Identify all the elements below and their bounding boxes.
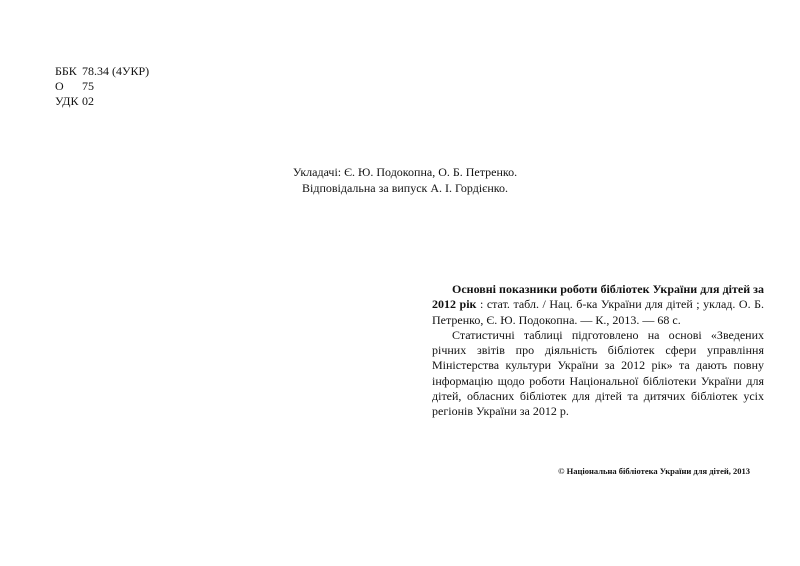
compilers-block	[240, 164, 570, 196]
copyright-notice: © Національна бібліотека України для дітей, 2013	[558, 466, 750, 476]
udk-value: 02	[82, 94, 94, 108]
bibliographic-annotation	[432, 282, 764, 420]
author-mark-value: 75	[82, 79, 94, 93]
author-mark-row	[55, 79, 149, 94]
udk-row	[55, 94, 149, 109]
author-mark-label: О	[55, 79, 64, 93]
annotation-description: Статистичні таблиці підготовлено на основі «Зведених річних звітів про діяльність бібліотек сфери управління Міністерства культури України за 2012 рік» та дають повну інформацію щодо роботи Національної бібліотеки України для дітей, обласних бібліотек для дітей та дитячих бібліотек усіх регіонів України за 2012 р.	[432, 327, 764, 419]
bbk-value: 78.34 (4УКР)	[82, 64, 150, 78]
bibliographic-record	[432, 282, 764, 328]
udk-label: УДК	[55, 94, 79, 108]
compilers-line: Укладачі: Є. Ю. Подокопна, О. Б. Петренко.	[292, 165, 518, 179]
bbk-label: ББК	[55, 64, 77, 78]
bbk-row	[55, 64, 149, 79]
publication-title: Основні показники роботи бібліотек України для дітей за 2012 рік	[432, 282, 764, 312]
responsible-line: Відповідальна за випуск А. І. Гордієнко.	[302, 181, 508, 195]
classification-block	[55, 64, 149, 109]
bibliographic-details: : стат. табл. / Нац. б-ка України для дітей ; уклад. О. Б. Петренко, Є. Ю. Подокопна. — К., 2013. — 68 с.	[432, 297, 764, 327]
